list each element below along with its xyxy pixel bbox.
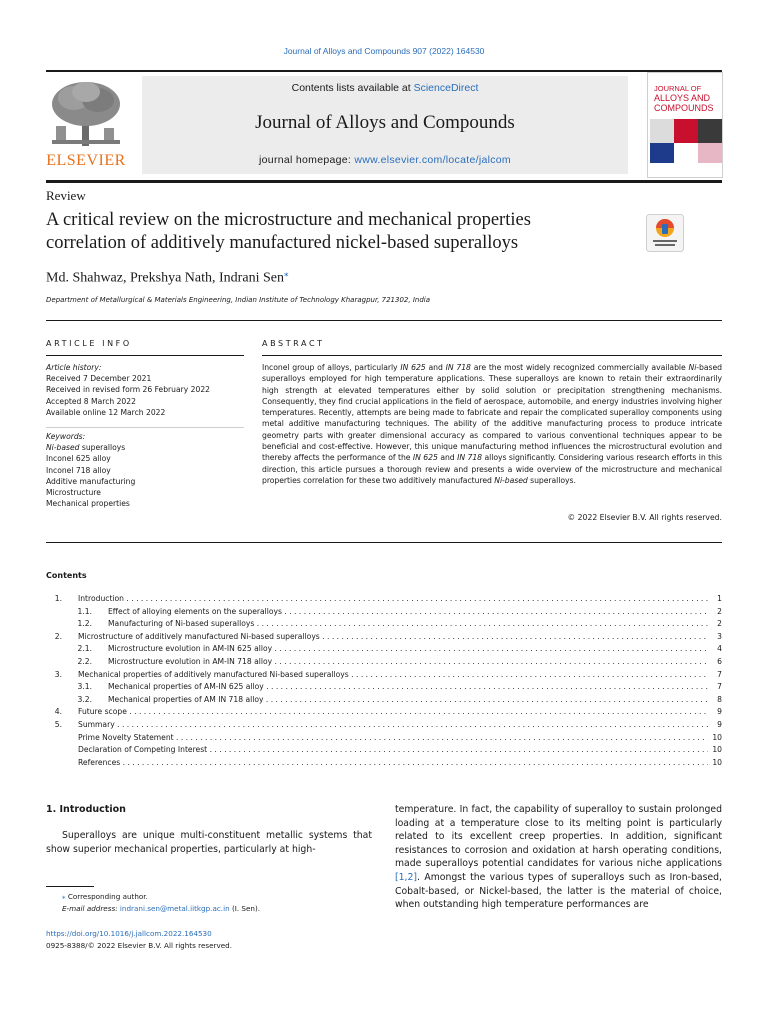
keyword-item: Mechanical properties: [46, 499, 130, 509]
toc-entry[interactable]: [46, 669, 722, 682]
history-revised: Received in revised form 26 February 2022: [46, 385, 210, 395]
cover-graphic-dark: [698, 119, 722, 143]
toc-page-number: 9: [717, 719, 722, 729]
toc-entry[interactable]: [46, 643, 722, 656]
cover-graphic-grey: [650, 119, 674, 143]
toc-entry[interactable]: [46, 719, 722, 732]
toc-page-number: 10: [712, 757, 722, 767]
divider: [46, 355, 244, 356]
toc-number: 3.2.: [77, 694, 92, 704]
divider: [46, 542, 722, 543]
toc-number: 2.2.: [77, 656, 92, 666]
journal-citation[interactable]: Journal of Alloys and Compounds 907 (2022) 164530: [283, 46, 485, 56]
toc-title: Microstructure evolution in AM-IN 718 alloy . . .: [108, 656, 708, 669]
keywords-label: Keywords:: [46, 432, 86, 441]
abstract-body: Inconel group of alloys, particularly IN 625 and IN 718 are the most widely recognized commercially available Ni-based superalloys employed for high temperature applications. These superalloys are known to retain their extraordinarily high strength at elevated temperatures either by solid solution or precipitation strengthening mechanisms. Consequently, they find crucial applications in the field of aerospace, automobile, and energy industries involving higher temperatures. Recently, attempts are being made to fabricate and repair the complicated superalloy components using metal additive manufacturing techniques. The ability of the additive manufacturing process to produce intricate geometry parts with greater dimensional accuracy as compared to various conventional techniques appear to be beneficial and cost-effective. However, this unique manufacturing method influences the microstructural evolution and thereby affects the performance of the IN 625 and IN 718 alloys significantly. Considering various research efforts in this direction, this article pursues a thorough review and presents a wide overview of the microstructure and mechanical properties correlation for these two additively manufactured Ni-based superalloys.: [262, 363, 723, 485]
abstract-copyright: © 2022 Elsevier B.V. All rights reserved.: [567, 513, 722, 522]
keywords: [46, 431, 244, 509]
cover-graphic-blue: [650, 143, 674, 163]
toc-number: 1.: [54, 594, 62, 603]
table-of-contents: [46, 593, 722, 769]
toc-number: 5.: [54, 719, 62, 729]
divider: [46, 320, 722, 321]
cover-graphic-red: [674, 119, 698, 143]
toc-title: Introduction . . .: [78, 593, 708, 606]
toc-page-number: 3: [717, 631, 722, 641]
divider: [262, 355, 722, 356]
journal-homepage-link[interactable]: www.elsevier.com/locate/jalcom: [354, 154, 511, 166]
toc-entry[interactable]: [46, 732, 722, 745]
author-affiliation: Department of Metallurgical & Materials Engineering, Indian Institute of Technology Kharagpur, 721302, India: [46, 296, 430, 304]
article-type: Review: [46, 188, 86, 203]
footnote-mark: ⁎: [62, 892, 66, 901]
keyword-item: Inconel 718 alloy: [46, 465, 111, 475]
toc-entry[interactable]: [46, 694, 722, 707]
history-online: Available online 12 March 2022: [46, 407, 166, 417]
toc-title: Manufacturing of Ni-based superalloys . . .: [108, 618, 708, 631]
toc-title: Summary . . .: [78, 719, 708, 732]
toc-entry[interactable]: [46, 593, 722, 606]
journal-title: Journal of Alloys and Compounds: [255, 112, 515, 133]
introduction-paragraph: Superalloys are unique multi-constituent metallic systems that show superior mechanical properties, particularly at high-: [46, 830, 372, 855]
keyword-item: Inconel 625 alloy: [46, 454, 111, 464]
sciencedirect-link[interactable]: ScienceDirect: [413, 82, 479, 94]
journal-masthead: [46, 70, 722, 180]
toc-number: 4.: [54, 707, 62, 717]
toc-page-number: 10: [712, 732, 722, 742]
masthead-banner: [142, 76, 628, 174]
history-label: Article history:: [46, 363, 102, 372]
toc-title: References . . .: [78, 757, 708, 770]
issn-copyright: 0925-8388/© 2022 Elsevier B.V. All rights reserved.: [46, 941, 233, 950]
article-title: A critical review on the microstructure and mechanical properties correlation of additively manufactured nickel-based superalloys: [46, 210, 531, 253]
elsevier-wordmark: ELSEVIER: [46, 152, 126, 169]
toc-entry[interactable]: [46, 744, 722, 757]
toc-title: Effect of alloying elements on the superalloys . . .: [108, 606, 708, 619]
doi-link[interactable]: https://doi.org/10.1016/j.jallcom.2022.164530: [46, 929, 212, 938]
toc-title: Future scope . . .: [78, 706, 708, 719]
article-info-heading: ARTICLE INFO: [46, 339, 132, 348]
keyword-item: Additive manufacturing: [46, 476, 136, 486]
toc-entry[interactable]: [46, 757, 722, 770]
article-history: [46, 362, 244, 418]
section-heading-introduction: 1. Introduction: [46, 804, 126, 815]
cover-graphic-pink: [698, 143, 722, 163]
toc-number: 1.2.: [77, 619, 92, 629]
toc-title: Microstructure evolution in AM-IN 625 alloy . . .: [108, 643, 708, 656]
check-updates-icon: [646, 214, 684, 252]
toc-title: Declaration of Competing Interest . . .: [78, 744, 708, 757]
contents-heading: Contents: [46, 571, 87, 580]
citation-link[interactable]: [1,2]: [395, 871, 418, 883]
toc-page-number: 1: [717, 594, 722, 603]
corresponding-author-mark[interactable]: ⁎: [283, 268, 289, 278]
keyword-item: Microstructure: [46, 488, 101, 498]
toc-entry[interactable]: [46, 631, 722, 644]
toc-page-number: 9: [717, 707, 722, 717]
toc-number: 2.1.: [77, 644, 92, 654]
doi-block: [46, 928, 232, 952]
masthead-rule: [46, 180, 722, 183]
contents-available-line: Contents lists available at ScienceDirect: [291, 82, 479, 94]
history-accepted: Accepted 8 March 2022: [46, 396, 136, 406]
toc-number: 3.1.: [77, 682, 92, 692]
toc-number: 1.1.: [77, 606, 92, 616]
author-list: Md. Shahwaz, Prekshya Nath, Indrani Sen⁎: [46, 268, 289, 286]
toc-title: Prime Novelty Statement . . .: [78, 732, 708, 745]
toc-entry[interactable]: [46, 656, 722, 669]
introduction-column-2: temperature. In fact, the capability of superalloy to sustain prolonged loading at a temperature close to its melting point is particularly related to its excellent creep properties. In addition, significant resistances to corrosion and oxidation at harsh operating conditions, made superalloys potential candidates for various niche applications [1,2]. Amongst the various types of superalloys such as Iron-based, Cobalt-based, or Nickel-based, the latter is the material of choice, when outstanding high temperature performances are: [395, 804, 722, 911]
toc-page-number: 4: [717, 644, 722, 654]
toc-page-number: 2: [717, 606, 722, 616]
toc-page-number: 8: [717, 694, 722, 704]
keyword-item: Ni-based superalloys: [46, 443, 126, 453]
toc-number: 2.: [54, 631, 62, 641]
abstract-heading: ABSTRACT: [262, 339, 325, 348]
toc-page-number: 7: [717, 669, 722, 679]
toc-title: Mechanical properties of AM-IN 625 alloy . . .: [108, 681, 708, 694]
cover-title: JOURNAL OF ALLOYS AND COMPOUNDS: [654, 84, 714, 113]
toc-title: Mechanical properties of additively manufactured Ni-based superalloys . . .: [78, 669, 708, 682]
journal-homepage-line: journal homepage: www.elsevier.com/locate/jalcom: [259, 154, 511, 166]
history-received: Received 7 December 2021: [46, 374, 152, 384]
toc-entry[interactable]: [46, 681, 722, 694]
toc-page-number: 7: [717, 682, 722, 692]
toc-title: Mechanical properties of AM IN 718 alloy . . .: [108, 694, 708, 707]
check-for-updates-badge[interactable]: [646, 214, 684, 252]
corresponding-author-footnote: ⁎ Corresponding author. E-mail address: indrani.sen@metal.iitkgp.ac.in (I. Sen).: [62, 892, 261, 913]
toc-entry[interactable]: [46, 606, 722, 619]
divider: [46, 427, 244, 428]
toc-entry[interactable]: [46, 618, 722, 631]
toc-page-number: 6: [717, 656, 722, 666]
toc-page-number: 10: [712, 745, 722, 755]
toc-entry[interactable]: [46, 706, 722, 719]
footnote-divider: [46, 886, 94, 887]
toc-page-number: 2: [717, 619, 722, 629]
toc-title: Microstructure of additively manufactured Ni-based superalloys . . .: [78, 631, 708, 644]
toc-number: 3.: [54, 669, 62, 679]
journal-cover-thumbnail[interactable]: [647, 72, 723, 178]
author-email-link[interactable]: indrani.sen@metal.iitkgp.ac.in: [119, 904, 230, 913]
